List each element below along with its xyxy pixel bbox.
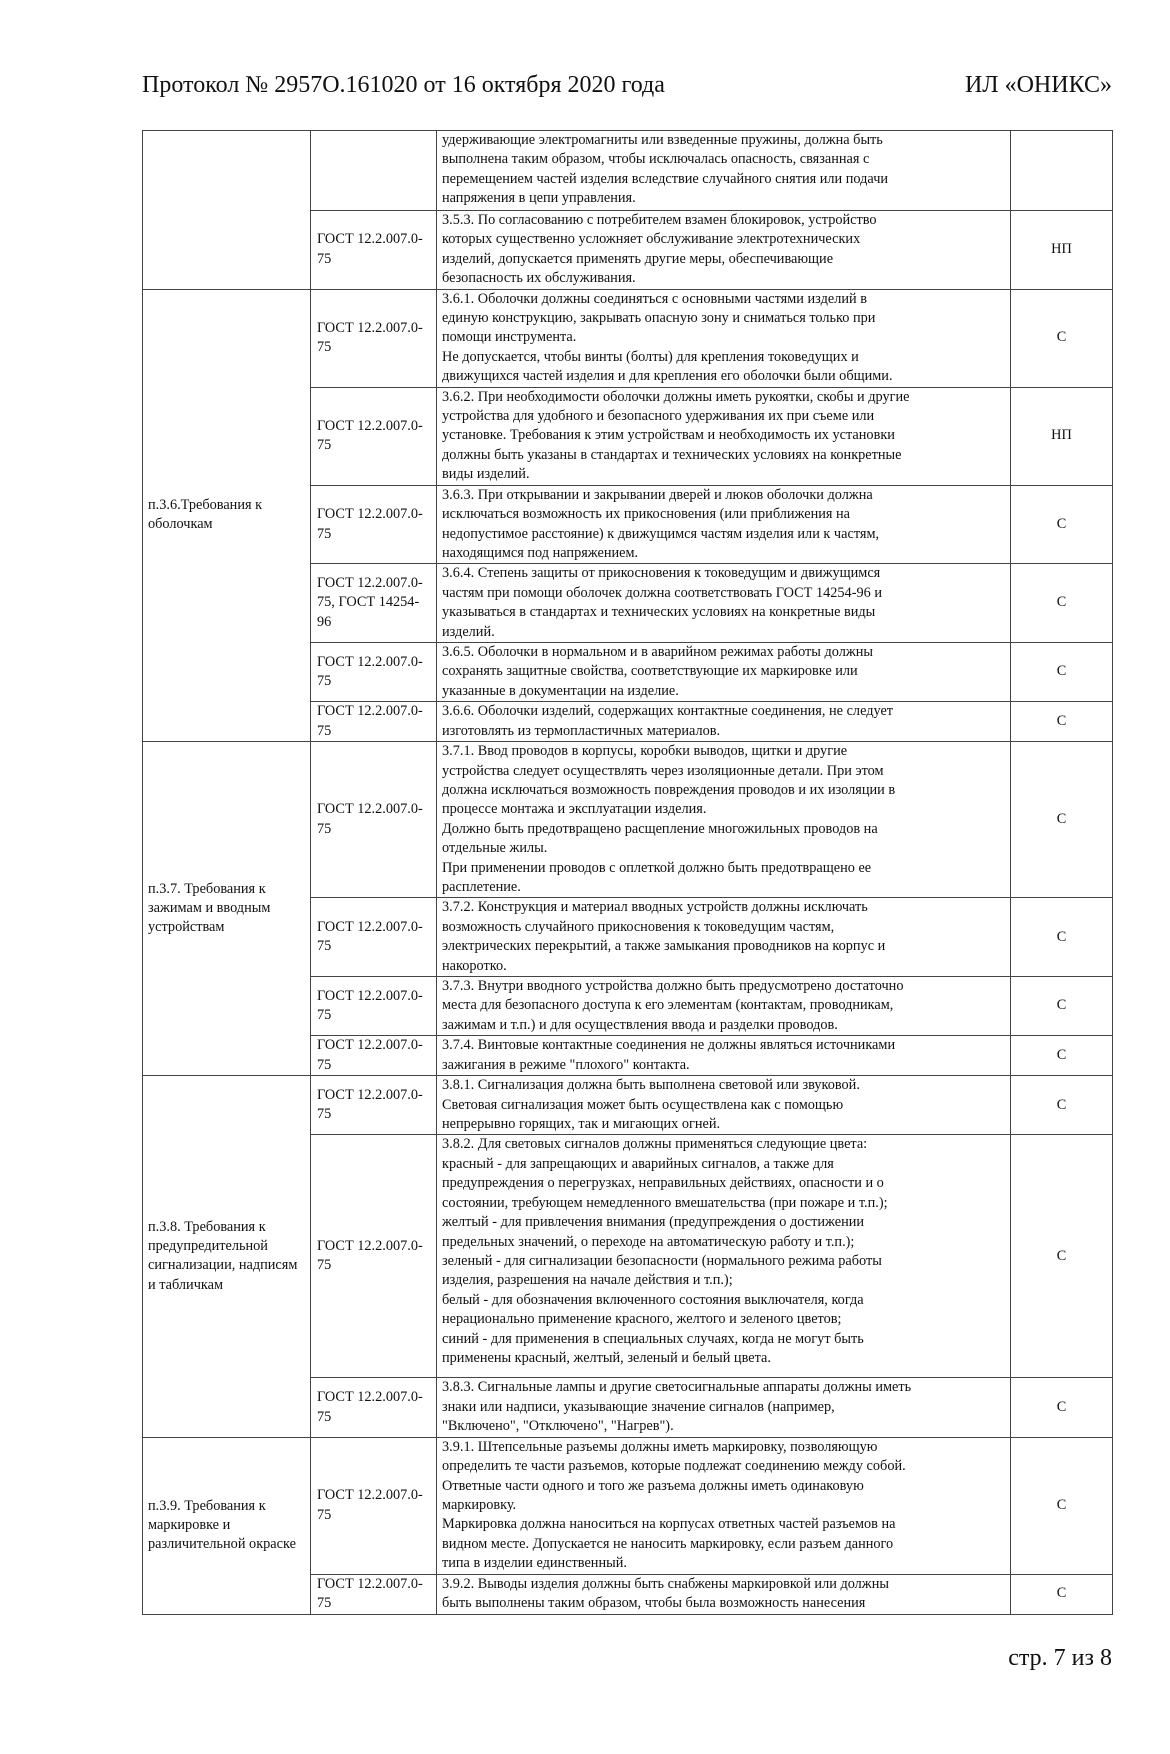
standard-cell: ГОСТ 12.2.007.0-75 (311, 1574, 437, 1614)
result-cell: НП (1011, 387, 1113, 485)
result-cell: С (1011, 1076, 1113, 1135)
standard-cell: ГОСТ 12.2.007.0-75, ГОСТ 14254-96 (311, 564, 437, 643)
requirement-cell: 3.9.2. Выводы изделия должны быть снабжены маркировкой или должны быть выполнены таким образом, чтобы была возможность нанесения (437, 1574, 1011, 1614)
table-row (143, 1076, 1113, 1135)
result-cell: С (1011, 1378, 1113, 1437)
table-row (143, 1437, 1113, 1574)
requirement-cell: 3.6.3. При открывании и закрывании дверей и люков оболочки должна исключаться возможность их прикосновения (или приближения на недопустимое расстояние) к движущимся частям изделия или к частям, находящимся под напряжением. (437, 485, 1011, 564)
section-title-cell: п.3.6.Требования к оболочкам (143, 289, 311, 742)
requirement-cell: 3.6.2. При необходимости оболочки должны иметь рукоятки, скобы и другие устройства для удобного и безопасного удерживания их при съеме или установке. Требования к этим устройствам и необходимость их установки должны быть указаны в стандартах и технических условиях на конкретные виды изделий. (437, 387, 1011, 485)
standard-cell: ГОСТ 12.2.007.0-75 (311, 387, 437, 485)
standard-cell: ГОСТ 12.2.007.0-75 (311, 1437, 437, 1574)
result-cell: С (1011, 1036, 1113, 1076)
result-cell: С (1011, 702, 1113, 742)
requirement-cell: 3.8.1. Сигнализация должна быть выполнена световой или звуковой. Световая сигнализация может быть осуществлена как с помощью непрерывно горящих, так и мигающих огней. (437, 1076, 1011, 1135)
standard-cell: ГОСТ 12.2.007.0-75 (311, 1378, 437, 1437)
protocol-title: Протокол № 2957О.161020 от 16 октября 2020 года (142, 72, 665, 98)
requirement-cell: 3.7.4. Винтовые контактные соединения не должны являться источниками зажигания в режиме "плохого" контакта. (437, 1036, 1011, 1076)
result-cell: С (1011, 485, 1113, 564)
requirement-cell: 3.7.3. Внутри вводного устройства должно быть предусмотрено достаточно места для безопасного доступа к его элементам (контактам, проводникам, зажимам и т.п.) и для осуществления ввода и разделки проводов. (437, 977, 1011, 1036)
page-number: стр. 7 из 8 (1008, 1645, 1112, 1671)
result-cell: С (1011, 289, 1113, 387)
lab-name: ИЛ «ОНИКС» (964, 72, 1112, 98)
result-cell: С (1011, 1574, 1113, 1614)
standard-cell: ГОСТ 12.2.007.0-75 (311, 898, 437, 977)
result-cell: С (1011, 742, 1113, 898)
requirement-cell: 3.5.3. По согласованию с потребителем взамен блокировок, устройство которых существенно усложняет обслуживание электротехнических изделий, допускается применять другие меры, обеспечивающие безопасность их обслуживания. (437, 211, 1011, 290)
section-title-cell: п.3.9. Требования к маркировке и различительной окраске (143, 1437, 311, 1614)
section-title-cell (143, 131, 311, 290)
standard-cell: ГОСТ 12.2.007.0-75 (311, 211, 437, 290)
standard-cell: ГОСТ 12.2.007.0-75 (311, 1036, 437, 1076)
result-cell: С (1011, 1135, 1113, 1378)
result-cell: С (1011, 898, 1113, 977)
requirement-cell: 3.8.3. Сигнальные лампы и другие светосигнальные аппараты должны иметь знаки или надписи, указывающие значение сигналов (например, "Включено", "Отключено", "Нагрев"). (437, 1378, 1011, 1437)
requirement-cell: 3.7.1. Ввод проводов в корпусы, коробки выводов, щитки и другие устройства следует осуществлять через изоляционные детали. При этом должна исключаться возможность повреждения проводов и их изоляции в процессе монтажа и эксплуатации изделия. Должно быть предотвращено расщепление многожильных проводов на отдельные жилы. При применении проводов с оплеткой должно быть предотвращено ее расплетение. (437, 742, 1011, 898)
requirement-cell: 3.7.2. Конструкция и материал вводных устройств должны исключать возможность случайного прикосновения к токоведущим частям, электрических перекрытий, а также замыкания проводников на корпус и накоротко. (437, 898, 1011, 977)
table-row (143, 131, 1113, 211)
standard-cell: ГОСТ 12.2.007.0-75 (311, 977, 437, 1036)
requirement-cell: 3.8.2. Для световых сигналов должны применяться следующие цвета: красный - для запрещающих и аварийных сигналов, а также для предупреждения о перегрузках, неправильных действиях, опасности и о состоянии, требующем немедленного вмешательства (при пожаре и т.п.); желтый - для привлечения внимания (предупреждения о достижении предельных значений, о переходе на автоматическую работу и т.п.); зеленый - для сигнализации безопасности (нормального режима работы изделия, разрешения на начале действия и т.п.); белый - для обозначения включенного состояния выключателя, когда нерационально применение красного, желтого и зеленого цветов; синий - для применения в специальных случаях, когда не могут быть применены красный, желтый, зеленый и белый цвета. (437, 1135, 1011, 1378)
result-cell (1011, 131, 1113, 211)
result-cell: С (1011, 1437, 1113, 1574)
standard-cell: ГОСТ 12.2.007.0-75 (311, 702, 437, 742)
standard-cell: ГОСТ 12.2.007.0-75 (311, 1076, 437, 1135)
table-row (143, 742, 1113, 898)
result-cell: НП (1011, 211, 1113, 290)
requirement-cell: 3.6.5. Оболочки в нормальном и в аварийном режимах работы должны сохранять защитные свойства, соответствующие их маркировке или указанные в документации на изделие. (437, 642, 1011, 701)
standard-cell: ГОСТ 12.2.007.0-75 (311, 289, 437, 387)
standard-cell: ГОСТ 12.2.007.0-75 (311, 1135, 437, 1378)
result-cell: С (1011, 977, 1113, 1036)
requirement-cell: 3.6.6. Оболочки изделий, содержащих контактные соединения, не следует изготовлять из термопластичных материалов. (437, 702, 1011, 742)
standard-cell: ГОСТ 12.2.007.0-75 (311, 642, 437, 701)
requirements-table (142, 130, 1113, 1615)
standard-cell: ГОСТ 12.2.007.0-75 (311, 485, 437, 564)
standard-cell (311, 131, 437, 211)
result-cell: С (1011, 564, 1113, 643)
table-row (143, 289, 1113, 387)
requirement-cell: удерживающие электромагниты или взведенные пружины, должна быть выполнена таким образом, чтобы исключалась опасность, связанная с перемещением частей изделия вследствие случайного снятия или подачи напряжения в цепи управления. (437, 131, 1011, 211)
section-title-cell: п.3.7. Требования к зажимам и вводным устройствам (143, 742, 311, 1076)
requirement-cell: 3.6.4. Степень защиты от прикосновения к токоведущим и движущимся частям при помощи оболочек должна соответствовать ГОСТ 14254-96 и указываться в стандартах и технических условиях на конкретные виды изделий. (437, 564, 1011, 643)
result-cell: С (1011, 642, 1113, 701)
standard-cell: ГОСТ 12.2.007.0-75 (311, 742, 437, 898)
requirement-cell: 3.6.1. Оболочки должны соединяться с основными частями изделий в единую конструкцию, закрывать опасную зону и сниматься только при помощи инструмента. Не допускается, чтобы винты (болты) для крепления токоведущих и движущихся частей изделия и для крепления его оболочки были общими. (437, 289, 1011, 387)
section-title-cell: п.3.8. Требования к предупредительной сигнализации, надписям и табличкам (143, 1076, 311, 1437)
requirement-cell: 3.9.1. Штепсельные разъемы должны иметь маркировку, позволяющую определить те части разъемов, которые подлежат соединению между собой. Ответные части одного и того же разъема должны иметь одинаковую маркировку. Маркировка должна наноситься на корпусах ответных частей разъемов на видном месте. Допускается не наносить маркировку, если разъем данного типа в изделии единственный. (437, 1437, 1011, 1574)
